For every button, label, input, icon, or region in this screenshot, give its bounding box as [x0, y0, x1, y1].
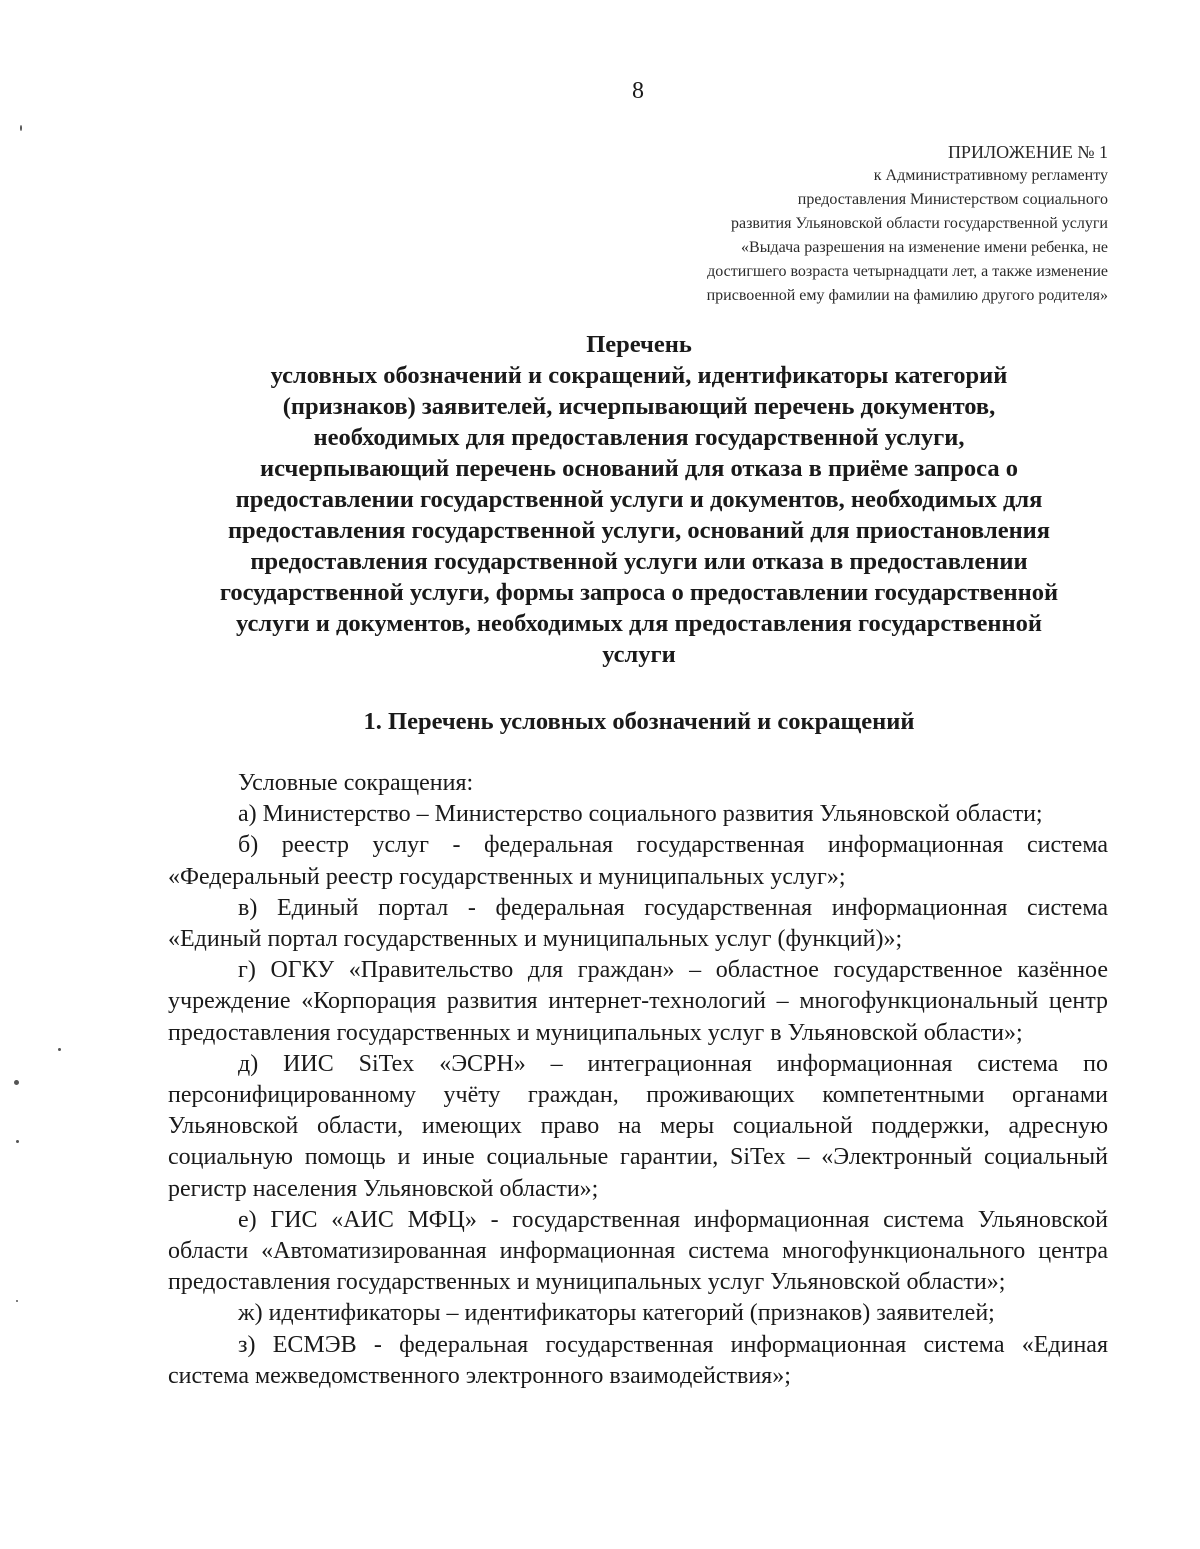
title-line: предоставления государственной услуги, оснований для приостановления — [227, 517, 1051, 544]
abbreviation-item: г) ОГКУ «Правительство для граждан» – областное государственное казённое учреждение «Корпорация развития интернет-технологий – многофункциональный центр предоставления государственных и муниципальных услуг в Ульяновской области»; — [168, 957, 1108, 1046]
scan-speck — [16, 1300, 18, 1302]
title-line: необходимых для предоставления государственной услуги, — [313, 424, 965, 451]
scan-speck — [58, 1048, 61, 1051]
section-body — [168, 768, 1108, 1392]
scan-speck — [14, 1080, 19, 1085]
appendix-line: «Выдача разрешения на изменение имени ребенка, не — [741, 239, 1108, 256]
appendix-line: к Административному регламенту — [873, 167, 1108, 184]
scan-speck — [20, 125, 22, 131]
appendix-heading: ПРИЛОЖЕНИЕ № 1 — [947, 142, 1108, 162]
scan-speck — [16, 1140, 19, 1143]
abbreviation-item: д) ИИС SiTex «ЭСРН» – интеграционная информационная система по персонифицированному учёту граждан, проживающих компетентными органами Ульяновской области, имеющих право на меры социальной поддержки, адресную социальную помощь и иные социальные гарантии, SiTex – «Электронный социальный регистр населения Ульяновской области»; — [168, 1050, 1108, 1202]
title-line: исчерпывающий перечень оснований для отказа в приёме запроса о — [260, 455, 1018, 482]
title-line: услуги и документов, необходимых для предоставления государственной — [236, 610, 1042, 637]
abbreviation-item: з) ЕСМЭВ - федеральная государственная информационная система «Единая система межведомственного электронного взаимодействия»; — [168, 1331, 1108, 1389]
title-line: предоставлении государственной услуги и документов, необходимых для — [235, 486, 1043, 513]
page-number: 8 — [632, 78, 644, 104]
title-line: государственной услуги, формы запроса о предоставлении государственной — [219, 579, 1059, 606]
appendix-header — [548, 140, 1108, 308]
document-title — [160, 329, 1118, 670]
abbreviation-item: б) реестр услуг - федеральная государственная информационная система «Федеральный реестр государственных и муниципальных услуг»; — [168, 832, 1108, 890]
abbreviation-item: в) Единый портал - федеральная государственная информационная система «Единый портал государственных и муниципальных услуг (функций)»; — [168, 894, 1108, 953]
section-heading: 1. Перечень условных обозначений и сокращений — [363, 708, 915, 735]
appendix-line: достигшего возраста четырнадцати лет, а также изменение — [707, 263, 1108, 280]
abbreviation-item: е) ГИС «АИС МФЦ» - государственная информационная система Ульяновской области «Автоматизированная информационная система многофункционального центра предоставления государственных и муниципальных услуг Ульяновской области»; — [168, 1206, 1108, 1296]
appendix-line: присвоенной ему фамилии на фамилию другого родителя» — [706, 287, 1108, 304]
title-line: условных обозначений и сокращений, идентификаторы категорий — [270, 362, 1008, 389]
appendix-line: развития Ульяновской области государственной услуги — [731, 215, 1108, 232]
title-line: Перечень — [586, 331, 692, 358]
abbreviation-item: ж) идентификаторы – идентификаторы категорий (признаков) заявителей; — [238, 1300, 995, 1327]
abbreviations-intro: Условные сокращения: — [238, 770, 474, 796]
title-line: предоставления государственной услуги или отказа в предоставлении — [250, 548, 1028, 575]
title-line: (признаков) заявителей, исчерпывающий перечень документов, — [282, 393, 996, 420]
appendix-line: предоставления Министерством социального — [797, 191, 1108, 208]
title-line: услуги — [602, 641, 676, 668]
abbreviation-item: а) Министерство – Министерство социального развития Ульяновской области; — [238, 801, 1043, 828]
